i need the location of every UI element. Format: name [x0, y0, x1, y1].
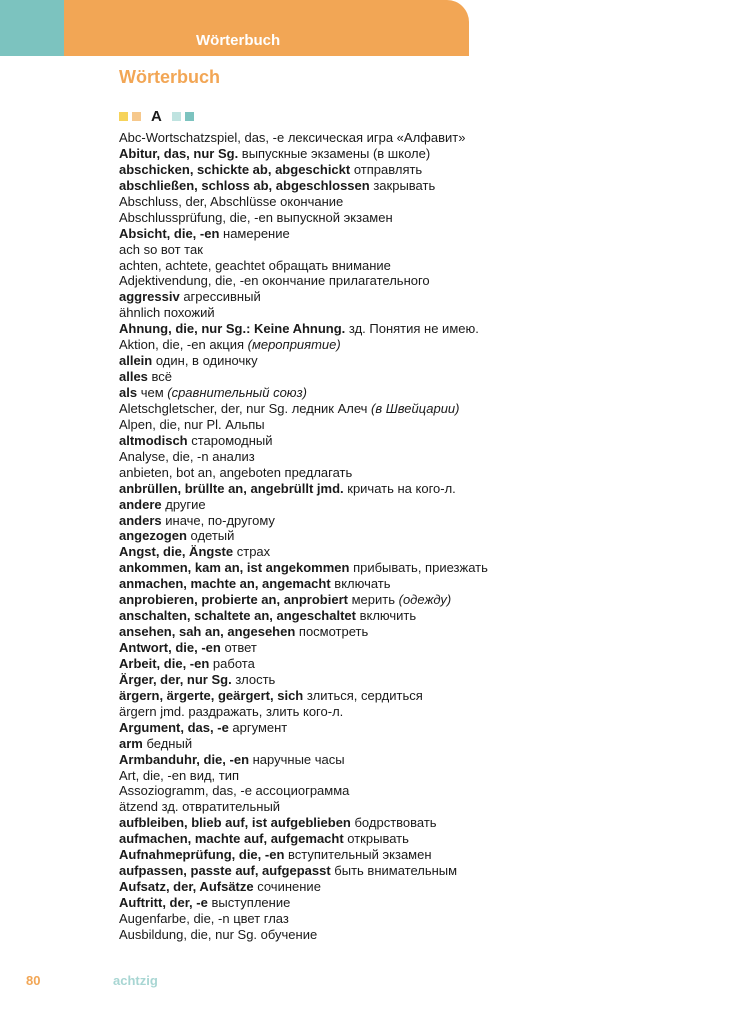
entry-translation: Aletschgletscher, der, nur Sg. ледник Алеч	[119, 400, 372, 416]
entry-translation: закрывать	[369, 177, 436, 193]
entry-headword: allein	[119, 353, 153, 369]
entry-translation: кричать на кого-л.	[343, 480, 456, 496]
dictionary-entry	[119, 210, 719, 226]
dictionary-entry	[119, 321, 719, 337]
dictionary-entry	[119, 162, 719, 178]
dictionary-entry	[119, 736, 719, 752]
entry-headword: ärgern, ärgerte, geärgert, sich	[119, 687, 304, 703]
decor-square-teal	[185, 112, 194, 121]
dictionary-entry	[119, 194, 719, 210]
entry-headword: Auftritt, der, -e	[119, 895, 208, 910]
header-tab-title: Wörterbuch	[196, 32, 281, 49]
dictionary-entry	[119, 433, 719, 449]
entry-translation: включить	[355, 608, 417, 624]
entry-note: (сравнительный союз)	[167, 385, 307, 400]
entry-translation: выступление	[207, 895, 291, 910]
dictionary-entry	[119, 704, 719, 720]
dictionary-entry	[119, 417, 719, 433]
dictionary-entries	[119, 130, 719, 943]
entry-translation: выпускные экзамены (в школе)	[238, 145, 431, 161]
entry-headword: Abitur, das, nur Sg.	[119, 145, 239, 161]
entry-translation: злиться, сердиться	[303, 687, 423, 703]
entry-translation: ätzend зд. отвратительный	[119, 799, 281, 815]
dictionary-entry	[119, 337, 719, 353]
entry-note: (мероприятие)	[247, 337, 341, 353]
entry-translation: Aktion, die, -en акция	[119, 337, 248, 353]
entry-translation: anbieten, bot an, angeboten предлагать	[119, 464, 353, 480]
dictionary-entry	[119, 895, 719, 911]
dictionary-entry	[119, 640, 719, 656]
entry-translation: намерение	[219, 225, 290, 241]
dictionary-entry	[119, 178, 719, 194]
entry-translation: Assoziogramm, das, -e ассоциограмма	[119, 783, 350, 799]
entry-translation: сочинение	[253, 879, 321, 895]
entry-headword: anschalten, schaltete an, angeschaltet	[119, 608, 356, 624]
entry-translation: ähnlich похожий	[119, 305, 215, 321]
dictionary-entry	[119, 369, 719, 385]
entry-headword: aufbleiben, blieb auf, ist aufgeblieben	[119, 815, 351, 831]
entry-headword: Arbeit, die, -en	[119, 655, 210, 671]
entry-translation: другие	[161, 496, 206, 512]
dictionary-entry	[119, 768, 719, 784]
entry-translation: бедный	[142, 735, 193, 751]
dictionary-entry	[119, 258, 719, 274]
entry-headword: abschicken, schickte ab, abgeschickt	[119, 161, 351, 177]
entry-translation: ärgern jmd. раздражать, злить кого-л.	[119, 703, 344, 719]
entry-translation: зд. Понятия не имею.	[345, 321, 479, 337]
entry-translation: злость	[231, 671, 276, 687]
dictionary-entry	[119, 799, 719, 815]
dictionary-entry	[119, 353, 719, 369]
entry-headword: angezogen	[119, 528, 187, 544]
entry-headword: andere	[119, 496, 162, 512]
dictionary-entry	[119, 560, 719, 576]
entry-translation: открывать	[343, 831, 409, 847]
dictionary-entry	[119, 146, 719, 162]
entry-translation: прибывать, приезжать	[349, 560, 488, 576]
decor-square-orange	[132, 112, 141, 121]
entry-translation: быть внимательным	[330, 863, 458, 879]
entry-headword: aggressiv	[119, 289, 180, 305]
entry-headword: aufmachen, machte auf, aufgemacht	[119, 831, 344, 847]
dictionary-entry	[119, 624, 719, 640]
section-letter: A	[151, 107, 162, 125]
dictionary-entry	[119, 608, 719, 624]
dictionary-entry	[119, 927, 719, 943]
entry-headword: Angst, die, Ängste	[119, 544, 234, 560]
entry-translation: ach so вот так	[119, 241, 203, 257]
entry-translation: наручные часы	[249, 751, 345, 767]
entry-translation: Ausbildung, die, nur Sg. обучение	[119, 926, 318, 942]
entry-headword: Antwort, die, -en	[119, 640, 221, 655]
entry-translation: Abschlussprüfung, die, -en выпускной экзамен	[119, 209, 393, 225]
entry-headword: aufpassen, passte auf, aufgepasst	[119, 863, 331, 879]
dictionary-entry	[119, 831, 719, 847]
dictionary-entry	[119, 465, 719, 481]
entry-headword: alles	[119, 369, 148, 385]
dictionary-entry	[119, 672, 719, 688]
entry-headword: Ärger, der, nur Sg.	[119, 671, 232, 687]
dictionary-entry	[119, 783, 719, 799]
entry-headword: Ahnung, die, nur Sg.: Keine Ahnung.	[119, 321, 346, 337]
dictionary-entry	[119, 497, 719, 513]
dictionary-entry	[119, 130, 719, 146]
entry-translation: чем	[137, 385, 168, 400]
entry-headword: anbrüllen, brüllte an, angebrüllt jmd.	[119, 480, 344, 496]
entry-headword: Absicht, die, -en	[119, 225, 220, 241]
section-letter-row	[119, 108, 194, 124]
entry-translation: мерить	[347, 592, 399, 608]
dictionary-entry	[119, 449, 719, 465]
page-number: 80	[26, 973, 41, 988]
entry-headword: altmodisch	[119, 432, 188, 448]
dictionary-entry	[119, 688, 719, 704]
entry-translation: включать	[330, 576, 391, 592]
entry-translation: Adjektivendung, die, -en окончание прилагательного	[119, 273, 430, 289]
dictionary-entry	[119, 863, 719, 879]
entry-translation: старомодный	[187, 432, 273, 448]
dictionary-entry	[119, 226, 719, 242]
entry-note: (в Швейцарии)	[371, 400, 460, 416]
dictionary-entry	[119, 815, 719, 831]
dictionary-entry	[119, 544, 719, 560]
dictionary-entry	[119, 592, 719, 608]
entry-headword: ankommen, kam an, ist angekommen	[119, 560, 350, 576]
entry-translation: иначе, по-другому	[161, 512, 275, 528]
entry-translation: бодрствовать	[350, 815, 437, 831]
dictionary-entry	[119, 401, 719, 417]
dictionary-entry	[119, 879, 719, 895]
entry-translation: Abschluss, der, Abschlüsse окончание	[119, 193, 344, 209]
header-tab-accent	[0, 0, 64, 56]
dictionary-entry	[119, 289, 719, 305]
dictionary-entry	[119, 242, 719, 258]
entry-translation: отправлять	[350, 161, 423, 177]
entry-headword: Aufnahmeprüfung, die, -en	[119, 847, 285, 863]
entry-note: (одежду)	[398, 592, 452, 608]
entry-headword: Armbanduhr, die, -en	[119, 751, 250, 767]
entry-translation: один, в одиночку	[152, 353, 258, 369]
decor-square-lightteal	[172, 112, 181, 121]
dictionary-entry	[119, 528, 719, 544]
dictionary-entry	[119, 385, 719, 401]
dictionary-entry	[119, 752, 719, 768]
entry-translation: Augenfarbe, die, -n цвет глаз	[119, 910, 289, 926]
entry-headword: als	[119, 385, 138, 400]
entry-headword: abschließen, schloss ab, abgeschlossen	[119, 177, 370, 193]
entry-translation: вступительный экзамен	[284, 847, 432, 863]
entry-translation: всё	[147, 369, 173, 385]
entry-translation: Abc-Wortschatzspiel, das, -e лексическая игра «Алфавит»	[119, 130, 466, 145]
dictionary-entry	[119, 481, 719, 497]
entry-translation: ответ	[220, 640, 257, 655]
entry-translation: Analyse, die, -n анализ	[119, 448, 255, 464]
decor-square-yellow	[119, 112, 128, 121]
entry-headword: anprobieren, probierte an, anprobiert	[119, 592, 348, 608]
page-title: Wörterbuch	[119, 67, 220, 87]
entry-translation: работа	[209, 655, 255, 671]
entry-headword: ansehen, sah an, angesehen	[119, 624, 296, 640]
entry-translation: Art, die, -en вид, тип	[119, 767, 240, 783]
entry-translation: страх	[233, 544, 271, 560]
entry-headword: arm	[119, 735, 143, 751]
entry-translation: одетый	[186, 528, 235, 544]
dictionary-entry	[119, 576, 719, 592]
dictionary-entry	[119, 273, 719, 289]
dictionary-entry	[119, 720, 719, 736]
dictionary-entry	[119, 656, 719, 672]
entry-headword: Argument, das, -e	[119, 719, 229, 735]
dictionary-entry	[119, 847, 719, 863]
entry-headword: anmachen, machte an, angemacht	[119, 576, 331, 592]
dictionary-entry	[119, 911, 719, 927]
entry-translation: аргумент	[228, 719, 288, 735]
entry-translation: Alpen, die, nur Pl. Альпы	[119, 416, 265, 432]
page-number-word: achtzig	[113, 973, 158, 988]
dictionary-entry	[119, 305, 719, 321]
entry-translation: achten, achtete, geachtet обращать внимание	[119, 257, 391, 273]
entry-translation: агрессивный	[179, 289, 261, 305]
entry-headword: Aufsatz, der, Aufsätze	[119, 879, 254, 895]
dictionary-entry	[119, 513, 719, 529]
entry-translation: посмотреть	[295, 624, 369, 640]
entry-headword: anders	[119, 512, 162, 528]
